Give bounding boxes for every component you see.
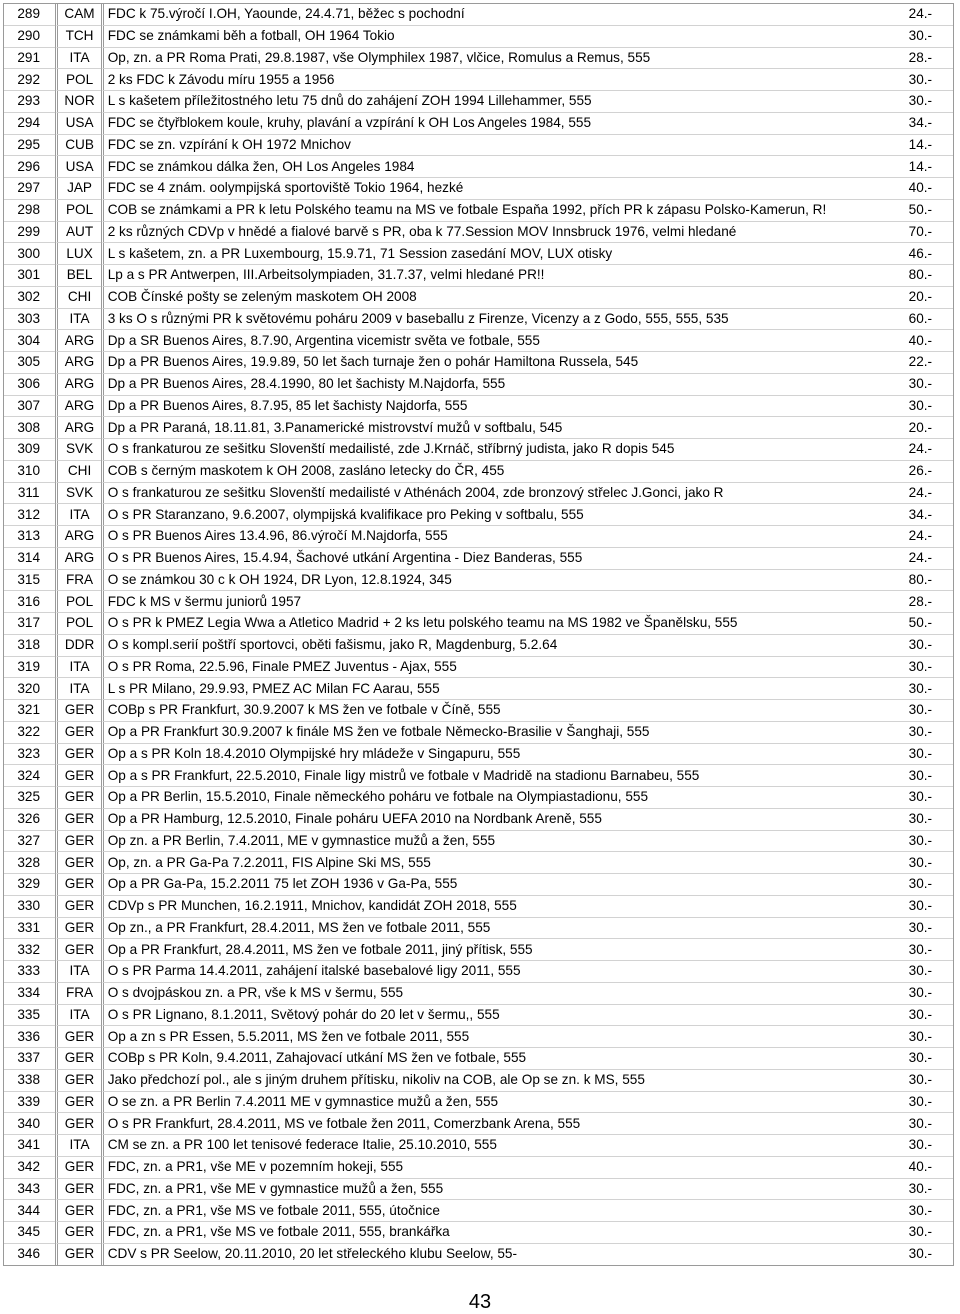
price-cell: 30.-	[907, 895, 953, 917]
table-row	[4, 547, 953, 569]
item-description-cell: O s kompl.serií poštří sportovci, oběti fašismu, jako R, Magdenburg, 5.2.64	[101, 634, 907, 656]
country-code-cell: GER	[55, 873, 100, 895]
table-row	[4, 699, 953, 721]
table-row	[4, 416, 953, 438]
country-code-cell: ITA	[55, 960, 100, 982]
price-cell: 50.-	[907, 612, 953, 634]
item-number-cell: 310	[4, 460, 55, 482]
country-code-cell: GER	[55, 808, 100, 830]
item-number-cell: 293	[4, 90, 55, 112]
table-row	[4, 286, 953, 308]
price-cell: 30.-	[907, 25, 953, 47]
item-number-cell: 312	[4, 503, 55, 525]
item-number-cell: 295	[4, 134, 55, 156]
country-code-cell: CHI	[55, 286, 100, 308]
item-description-cell: CDVp s PR Munchen, 16.2.1911, Mnichov, kandidát ZOH 2018, 555	[101, 895, 907, 917]
item-description-cell: 2 ks FDC k Závodu míru 1955 a 1956	[101, 68, 907, 90]
item-description-cell: Op a s PR Koln 18.4.2010 Olympijské hry mládeže v Singapuru, 555	[101, 743, 907, 765]
country-code-cell: GER	[55, 721, 100, 743]
country-code-cell: ARG	[55, 525, 100, 547]
price-cell: 30.-	[907, 677, 953, 699]
item-number-cell: 343	[4, 1178, 55, 1200]
table-row	[4, 47, 953, 69]
price-cell: 30.-	[907, 764, 953, 786]
country-code-cell: GER	[55, 851, 100, 873]
item-description-cell: Op, zn. a PR Roma Prati, 29.8.1987, vše Olymphilex 1987, vlčice, Romulus a Remus, 555	[101, 47, 907, 69]
item-number-cell: 294	[4, 112, 55, 134]
item-description-cell: Dp a PR Buenos Aires, 19.9.89, 50 let šach turnaje žen o pohár Hamiltona Russela, 545	[101, 351, 907, 373]
price-cell: 30.-	[907, 634, 953, 656]
table-row	[4, 721, 953, 743]
item-number-cell: 311	[4, 482, 55, 504]
country-code-cell: GER	[55, 1091, 100, 1113]
item-description-cell: O s PR Lignano, 8.1.2011, Světový pohár do 20 let v šermu,, 555	[101, 1004, 907, 1026]
item-description-cell: 3 ks O s různými PR k světovému poháru 2009 v baseballu z Firenze, Vicenzy a z Godo, 555, 555, 535	[101, 308, 907, 330]
price-cell: 24.-	[907, 482, 953, 504]
item-description-cell: Op a PR Frankfurt, 28.4.2011, MS žen ve fotbale 2011, jiný přítisk, 555	[101, 938, 907, 960]
item-description-cell: O s PR Buenos Aires, 15.4.94, Šachové utkání Argentina - Diez Banderas, 555	[101, 547, 907, 569]
country-code-cell: CAM	[55, 4, 100, 25]
table-row	[4, 482, 953, 504]
item-description-cell: FDC se 4 znám. oolympijská sportoviště Tokio 1964, hezké	[101, 177, 907, 199]
item-description-cell: FDC, zn. a PR1, vše ME v pozemním hokeji, 555	[101, 1156, 907, 1178]
item-description-cell: Dp a SR Buenos Aires, 8.7.90, Argentina vicemistr světa ve fotbale, 555	[101, 329, 907, 351]
item-description-cell: FDC k 75.výročí I.OH, Yaounde, 24.4.71, běžec s pochodní	[101, 4, 907, 25]
table-row	[4, 112, 953, 134]
table-row	[4, 199, 953, 221]
price-cell: 30.-	[907, 1069, 953, 1091]
item-number-cell: 336	[4, 1025, 55, 1047]
item-number-cell: 340	[4, 1112, 55, 1134]
item-description-cell: CM se zn. a PR 100 let tenisové federace Italie, 25.10.2010, 555	[101, 1134, 907, 1156]
item-description-cell: O s PR Frankfurt, 28.4.2011, MS ve fotbale žen 2011, Comerzbank Arena, 555	[101, 1112, 907, 1134]
item-number-cell: 302	[4, 286, 55, 308]
item-description-cell: FDC se čtyřblokem koule, kruhy, plavání a vzpírání k OH Los Angeles 1984, 555	[101, 112, 907, 134]
country-code-cell: DDR	[55, 634, 100, 656]
table-row	[4, 395, 953, 417]
item-description-cell: Op a PR Hamburg, 12.5.2010, Finale poháru UEFA 2010 na Nordbank Areně, 555	[101, 808, 907, 830]
item-description-cell: L s kašetem, zn. a PR Luxembourg, 15.9.71, 71 Session zasedání MOV, LUX otisky	[101, 242, 907, 264]
table-row	[4, 1069, 953, 1091]
item-description-cell: COBp s PR Koln, 9.4.2011, Zahajovací utkání MS žen ve fotbale, 555	[101, 1047, 907, 1069]
table-row	[4, 308, 953, 330]
table-row	[4, 525, 953, 547]
table-row	[4, 938, 953, 960]
country-code-cell: ARG	[55, 373, 100, 395]
catalog-table	[3, 3, 954, 1266]
item-number-cell: 326	[4, 808, 55, 830]
price-cell: 30.-	[907, 721, 953, 743]
price-cell: 40.-	[907, 177, 953, 199]
item-description-cell: O s PR k PMEZ Legia Wwa a Atletico Madrid + 2 ks letu polského teamu na MS 1982 ve Španělsku, 555	[101, 612, 907, 634]
item-description-cell: Op, zn. a PR Ga-Pa 7.2.2011, FIS Alpine Ski MS, 555	[101, 851, 907, 873]
table-row	[4, 873, 953, 895]
country-code-cell: GER	[55, 830, 100, 852]
item-number-cell: 317	[4, 612, 55, 634]
item-description-cell: FDC se známkou dálka žen, OH Los Angeles 1984	[101, 155, 907, 177]
table-row	[4, 503, 953, 525]
item-number-cell: 321	[4, 699, 55, 721]
catalog-table-body	[4, 4, 953, 1265]
item-number-cell: 342	[4, 1156, 55, 1178]
item-number-cell: 325	[4, 786, 55, 808]
item-number-cell: 328	[4, 851, 55, 873]
price-cell: 30.-	[907, 1004, 953, 1026]
table-row	[4, 895, 953, 917]
item-number-cell: 304	[4, 329, 55, 351]
country-code-cell: AUT	[55, 221, 100, 243]
item-number-cell: 335	[4, 1004, 55, 1026]
item-description-cell: O s frankaturou ze sešitku Slovenští medailisté v Athénách 2004, zde bronzový střelec J.Gonci, jako R	[101, 482, 907, 504]
item-number-cell: 291	[4, 47, 55, 69]
item-description-cell: FDC se známkami běh a fotball, OH 1964 Tokio	[101, 25, 907, 47]
price-cell: 24.-	[908, 6, 933, 22]
item-description-cell: Op a PR Ga-Pa, 15.2.2011 75 let ZOH 1936 v Ga-Pa, 555	[101, 873, 907, 895]
country-code-cell: FRA	[55, 569, 100, 591]
item-number-cell: 296	[4, 155, 55, 177]
country-code-cell: LUX	[55, 242, 100, 264]
item-number-cell: 327	[4, 830, 55, 852]
table-row	[4, 1221, 953, 1243]
price-cell: 30.-	[907, 90, 953, 112]
country-code-cell: GER	[55, 743, 100, 765]
country-code-cell: GER	[55, 1047, 100, 1069]
price-cell: 24.-	[907, 547, 953, 569]
item-description-cell: O se známkou 30 c k OH 1924, DR Lyon, 12.8.1924, 345	[101, 569, 907, 591]
price-cell: 80.-	[907, 569, 953, 591]
table-row	[4, 1156, 953, 1178]
item-description-cell: O s PR Staranzano, 9.6.2007, olympijská kvalifikace pro Peking v softbalu, 555	[101, 503, 907, 525]
table-row	[4, 1025, 953, 1047]
table-row	[4, 221, 953, 243]
item-number-cell: 332	[4, 938, 55, 960]
price-cell: 20.-	[907, 286, 953, 308]
country-code-cell: GER	[55, 895, 100, 917]
country-code-cell: CUB	[55, 134, 100, 156]
price-cell: 30.-	[907, 1199, 953, 1221]
price-cell: 26.-	[907, 460, 953, 482]
table-row	[4, 264, 953, 286]
table-row	[4, 917, 953, 939]
table-row	[4, 177, 953, 199]
item-description-cell: O s PR Roma, 22.5.96, Finale PMEZ Juventus - Ajax, 555	[101, 656, 907, 678]
table-row	[4, 1199, 953, 1221]
table-row	[4, 612, 953, 634]
item-description-cell: Op a zn s PR Essen, 5.5.2011, MS žen ve fotbale 2011, 555	[101, 1025, 907, 1047]
table-row	[4, 590, 953, 612]
price-cell: 30.-	[907, 656, 953, 678]
price-cell: 46.-	[907, 242, 953, 264]
country-code-cell: POL	[55, 590, 100, 612]
country-code-cell: ARG	[55, 329, 100, 351]
table-row	[4, 743, 953, 765]
item-number-cell: 329	[4, 873, 55, 895]
price-cell: 30.-	[907, 808, 953, 830]
item-number-cell: 331	[4, 917, 55, 939]
item-number-cell: 314	[4, 547, 55, 569]
price-cell: 30.-	[907, 1243, 953, 1265]
table-row	[4, 569, 953, 591]
country-code-cell: GER	[55, 1243, 100, 1265]
country-code-cell: ARG	[55, 395, 100, 417]
item-description-cell: Op zn., a PR Frankfurt, 28.4.2011, MS žen ve fotbale 2011, 555	[101, 917, 907, 939]
country-code-cell: GER	[55, 1156, 100, 1178]
table-row	[4, 4, 953, 25]
country-code-cell: ITA	[55, 677, 100, 699]
price-cell: 30.-	[907, 851, 953, 873]
item-number-cell: 319	[4, 656, 55, 678]
table-row	[4, 1178, 953, 1200]
price-cell: 30.-	[907, 1091, 953, 1113]
table-row	[4, 329, 953, 351]
item-description-cell: COB se známkami a PR k letu Polského teamu na MS ve fotbale Espaňa 1992, přích PR k zápasu Polsko-Kamerun, R!	[101, 199, 907, 221]
price-cell: 30.-	[907, 1047, 953, 1069]
country-code-cell: POL	[55, 68, 100, 90]
item-number-cell: 303	[4, 308, 55, 330]
country-code-cell: ITA	[55, 47, 100, 69]
country-code-cell: GER	[55, 1112, 100, 1134]
country-code-cell: FRA	[55, 982, 100, 1004]
country-code-cell: GER	[55, 764, 100, 786]
item-description-cell: COBp s PR Frankfurt, 30.9.2007 k MS žen ve fotbale v Číně, 555	[101, 699, 907, 721]
item-description-cell: Op a PR Frankfurt 30.9.2007 k finále MS žen ve fotbale Německo-Brasilie v Šanghaji, 555	[101, 721, 907, 743]
item-description-cell: L s kašetem příležitostného letu 75 dnů do zahájení ZOH 1994 Lillehammer, 555	[101, 90, 907, 112]
price-cell: 30.-	[907, 395, 953, 417]
item-description-cell: Dp a PR Buenos Aires, 8.7.95, 85 let šachisty Najdorfa, 555	[101, 395, 907, 417]
item-number-cell: 315	[4, 569, 55, 591]
price-cell: 30.-	[907, 786, 953, 808]
table-row	[4, 90, 953, 112]
item-number-cell: 324	[4, 764, 55, 786]
country-code-cell: ITA	[55, 503, 100, 525]
country-code-cell: ITA	[55, 308, 100, 330]
price-cell: 50.-	[907, 199, 953, 221]
price-cell: 40.-	[907, 329, 953, 351]
price-cell: 34.-	[907, 112, 953, 134]
country-code-cell: GER	[55, 917, 100, 939]
country-code-cell: POL	[55, 199, 100, 221]
item-description-cell: O se zn. a PR Berlin 7.4.2011 ME v gymnastice mužů a žen, 555	[101, 1091, 907, 1113]
item-number-cell: 346	[4, 1243, 55, 1265]
country-code-cell: JAP	[55, 177, 100, 199]
item-number-cell: 316	[4, 590, 55, 612]
table-row	[4, 830, 953, 852]
item-description-cell: FDC k MS v šermu juniorů 1957	[101, 590, 907, 612]
country-code-cell: ARG	[55, 351, 100, 373]
item-number-cell: 297	[4, 177, 55, 199]
item-number-cell: 330	[4, 895, 55, 917]
item-number-cell: 309	[4, 438, 55, 460]
price-cell: 24.-	[907, 438, 953, 460]
country-code-cell: ITA	[55, 1134, 100, 1156]
item-description-cell: O s PR Buenos Aires 13.4.96, 86.výročí M.Najdorfa, 555	[101, 525, 907, 547]
item-description-cell: O s PR Parma 14.4.2011, zahájení italské basebalové ligy 2011, 555	[101, 960, 907, 982]
price-cell: 30.-	[907, 917, 953, 939]
item-number-cell: 323	[4, 743, 55, 765]
price-cell: 14.-	[907, 155, 953, 177]
item-description-cell: 2 ks různých CDVp v hnědé a fialové barvě s PR, oba k 77.Session MOV Innsbruck 1976, velmi hledané	[101, 221, 907, 243]
country-code-cell: GER	[55, 1178, 100, 1200]
table-row	[4, 25, 953, 47]
item-description-cell: COB Čínské pošty se zeleným maskotem OH 2008	[101, 286, 907, 308]
country-code-cell: SVK	[55, 438, 100, 460]
item-number-cell: 344	[4, 1199, 55, 1221]
item-number-cell: 301	[4, 264, 55, 286]
country-code-cell: POL	[55, 612, 100, 634]
country-code-cell: SVK	[55, 482, 100, 504]
item-number-cell: 345	[4, 1221, 55, 1243]
country-code-cell: GER	[55, 699, 100, 721]
price-cell: 20.-	[907, 416, 953, 438]
item-description-cell: Dp a PR Buenos Aires, 28.4.1990, 80 let šachisty M.Najdorfa, 555	[101, 373, 907, 395]
table-row	[4, 764, 953, 786]
item-description-cell: O s frankaturou ze sešitku Slovenští medailisté, zde J.Krnáč, stříbrný judista, jako R dopis 545	[101, 438, 907, 460]
table-row	[4, 68, 953, 90]
price-cell: 30.-	[907, 1112, 953, 1134]
item-description-cell: L s PR Milano, 29.9.93, PMEZ AC Milan FC Aarau, 555	[101, 677, 907, 699]
table-row	[4, 373, 953, 395]
item-number-cell: 313	[4, 525, 55, 547]
price-cell: 24.-	[907, 525, 953, 547]
item-description-cell: Lp a s PR Antwerpen, III.Arbeitsolympiaden, 31.7.37, velmi hledané PR!!	[101, 264, 907, 286]
item-description-cell: CDV s PR Seelow, 20.11.2010, 20 let střeleckého klubu Seelow, 55-	[101, 1243, 907, 1265]
country-code-cell: GER	[55, 1199, 100, 1221]
price-cell: 30.-	[907, 1178, 953, 1200]
price-cell: 30.-	[907, 873, 953, 895]
country-code-cell: CHI	[55, 460, 100, 482]
price-cell: 30.-	[907, 373, 953, 395]
item-description-cell: COB s černým maskotem k OH 2008, zasláno letecky do ČR, 455	[101, 460, 907, 482]
table-row	[4, 155, 953, 177]
price-cell: 34.-	[907, 503, 953, 525]
country-code-cell: GER	[55, 786, 100, 808]
table-row	[4, 1047, 953, 1069]
item-number-cell: 322	[4, 721, 55, 743]
table-row	[4, 1243, 953, 1265]
item-description-cell: Jako předchozí pol., ale s jiným druhem přítisku, nikoliv na COB, ale Op se zn. k MS, 555	[101, 1069, 907, 1091]
item-description-cell: O s dvojpáskou zn. a PR, vše k MS v šermu, 555	[101, 982, 907, 1004]
item-number-cell: 337	[4, 1047, 55, 1069]
item-description-cell: Op a PR Berlin, 15.5.2010, Finale německého poháru ve fotbale na Olympiastadionu, 555	[101, 786, 907, 808]
table-row	[4, 634, 953, 656]
price-cell: 30.-	[907, 699, 953, 721]
item-description-cell: FDC se zn. vzpírání k OH 1972 Mnichov	[101, 134, 907, 156]
table-row	[4, 1112, 953, 1134]
item-number-cell: 341	[4, 1134, 55, 1156]
price-cell: 30.-	[907, 938, 953, 960]
country-code-cell: GER	[55, 938, 100, 960]
item-number-cell: 289	[17, 6, 41, 22]
table-row	[4, 1134, 953, 1156]
country-code-cell: ARG	[55, 547, 100, 569]
item-description-cell: Dp a PR Paraná, 18.11.81, 3.Panamerické mistrovství mužů v softbalu, 545	[101, 416, 907, 438]
table-row	[4, 1091, 953, 1113]
price-cell: 80.-	[907, 264, 953, 286]
country-code-cell: NOR	[55, 90, 100, 112]
table-row	[4, 351, 953, 373]
item-description-cell: Op zn. a PR Berlin, 7.4.2011, ME v gymnastice mužů a žen, 555	[101, 830, 907, 852]
table-row	[4, 656, 953, 678]
price-cell: 30.-	[907, 68, 953, 90]
table-row	[4, 982, 953, 1004]
price-cell: 40.-	[907, 1156, 953, 1178]
table-row	[4, 134, 953, 156]
table-row	[4, 1004, 953, 1026]
item-description-cell: FDC, zn. a PR1, vše ME v gymnastice mužů a žen, 555	[101, 1178, 907, 1200]
country-code-cell: ITA	[55, 656, 100, 678]
item-number-cell: 339	[4, 1091, 55, 1113]
price-cell: 30.-	[907, 830, 953, 852]
table-row	[4, 808, 953, 830]
item-number-cell: 308	[4, 416, 55, 438]
price-cell: 30.-	[907, 1134, 953, 1156]
item-number-cell: 338	[4, 1069, 55, 1091]
price-cell: 28.-	[907, 590, 953, 612]
country-code-cell: USA	[55, 155, 100, 177]
item-description-cell: Op a s PR Frankfurt, 22.5.2010, Finale ligy mistrů ve fotbale v Madridě na stadionu Barnabeu, 555	[101, 764, 907, 786]
price-cell: 30.-	[907, 1025, 953, 1047]
country-code-cell: ARG	[55, 416, 100, 438]
item-number-cell: 305	[4, 351, 55, 373]
country-code-cell: BEL	[55, 264, 100, 286]
item-number-cell: 307	[4, 395, 55, 417]
table-row	[4, 960, 953, 982]
item-number-cell: 333	[4, 960, 55, 982]
table-row	[4, 677, 953, 699]
table-row	[4, 242, 953, 264]
country-code-cell: TCH	[55, 25, 100, 47]
country-code-cell: ITA	[55, 1004, 100, 1026]
country-code-cell: GER	[55, 1069, 100, 1091]
price-cell: 30.-	[907, 1221, 953, 1243]
price-cell: 14.-	[907, 134, 953, 156]
item-description-cell: FDC, zn. a PR1, vše MS ve fotbale 2011, 555, brankářka	[101, 1221, 907, 1243]
item-description-cell: FDC, zn. a PR1, vše MS ve fotbale 2011, 555, útočnice	[101, 1199, 907, 1221]
price-cell: 28.-	[907, 47, 953, 69]
price-cell: 70.-	[907, 221, 953, 243]
item-number-cell: 300	[4, 242, 55, 264]
item-number-cell: 299	[4, 221, 55, 243]
price-cell: 30.-	[907, 743, 953, 765]
page-number: 43	[468, 1291, 492, 1313]
table-row	[4, 460, 953, 482]
price-cell: 60.-	[907, 308, 953, 330]
price-cell: 30.-	[907, 982, 953, 1004]
table-row	[4, 786, 953, 808]
item-number-cell: 306	[4, 373, 55, 395]
country-code-cell: USA	[55, 112, 100, 134]
price-cell: 22.-	[907, 351, 953, 373]
item-number-cell: 298	[4, 199, 55, 221]
item-number-cell: 290	[4, 25, 55, 47]
item-number-cell: 320	[4, 677, 55, 699]
item-number-cell: 334	[4, 982, 55, 1004]
price-cell: 30.-	[907, 960, 953, 982]
item-number-cell: 292	[4, 68, 55, 90]
table-row	[4, 438, 953, 460]
country-code-cell: GER	[55, 1025, 100, 1047]
table-row	[4, 851, 953, 873]
item-number-cell: 318	[4, 634, 55, 656]
country-code-cell: GER	[55, 1221, 100, 1243]
